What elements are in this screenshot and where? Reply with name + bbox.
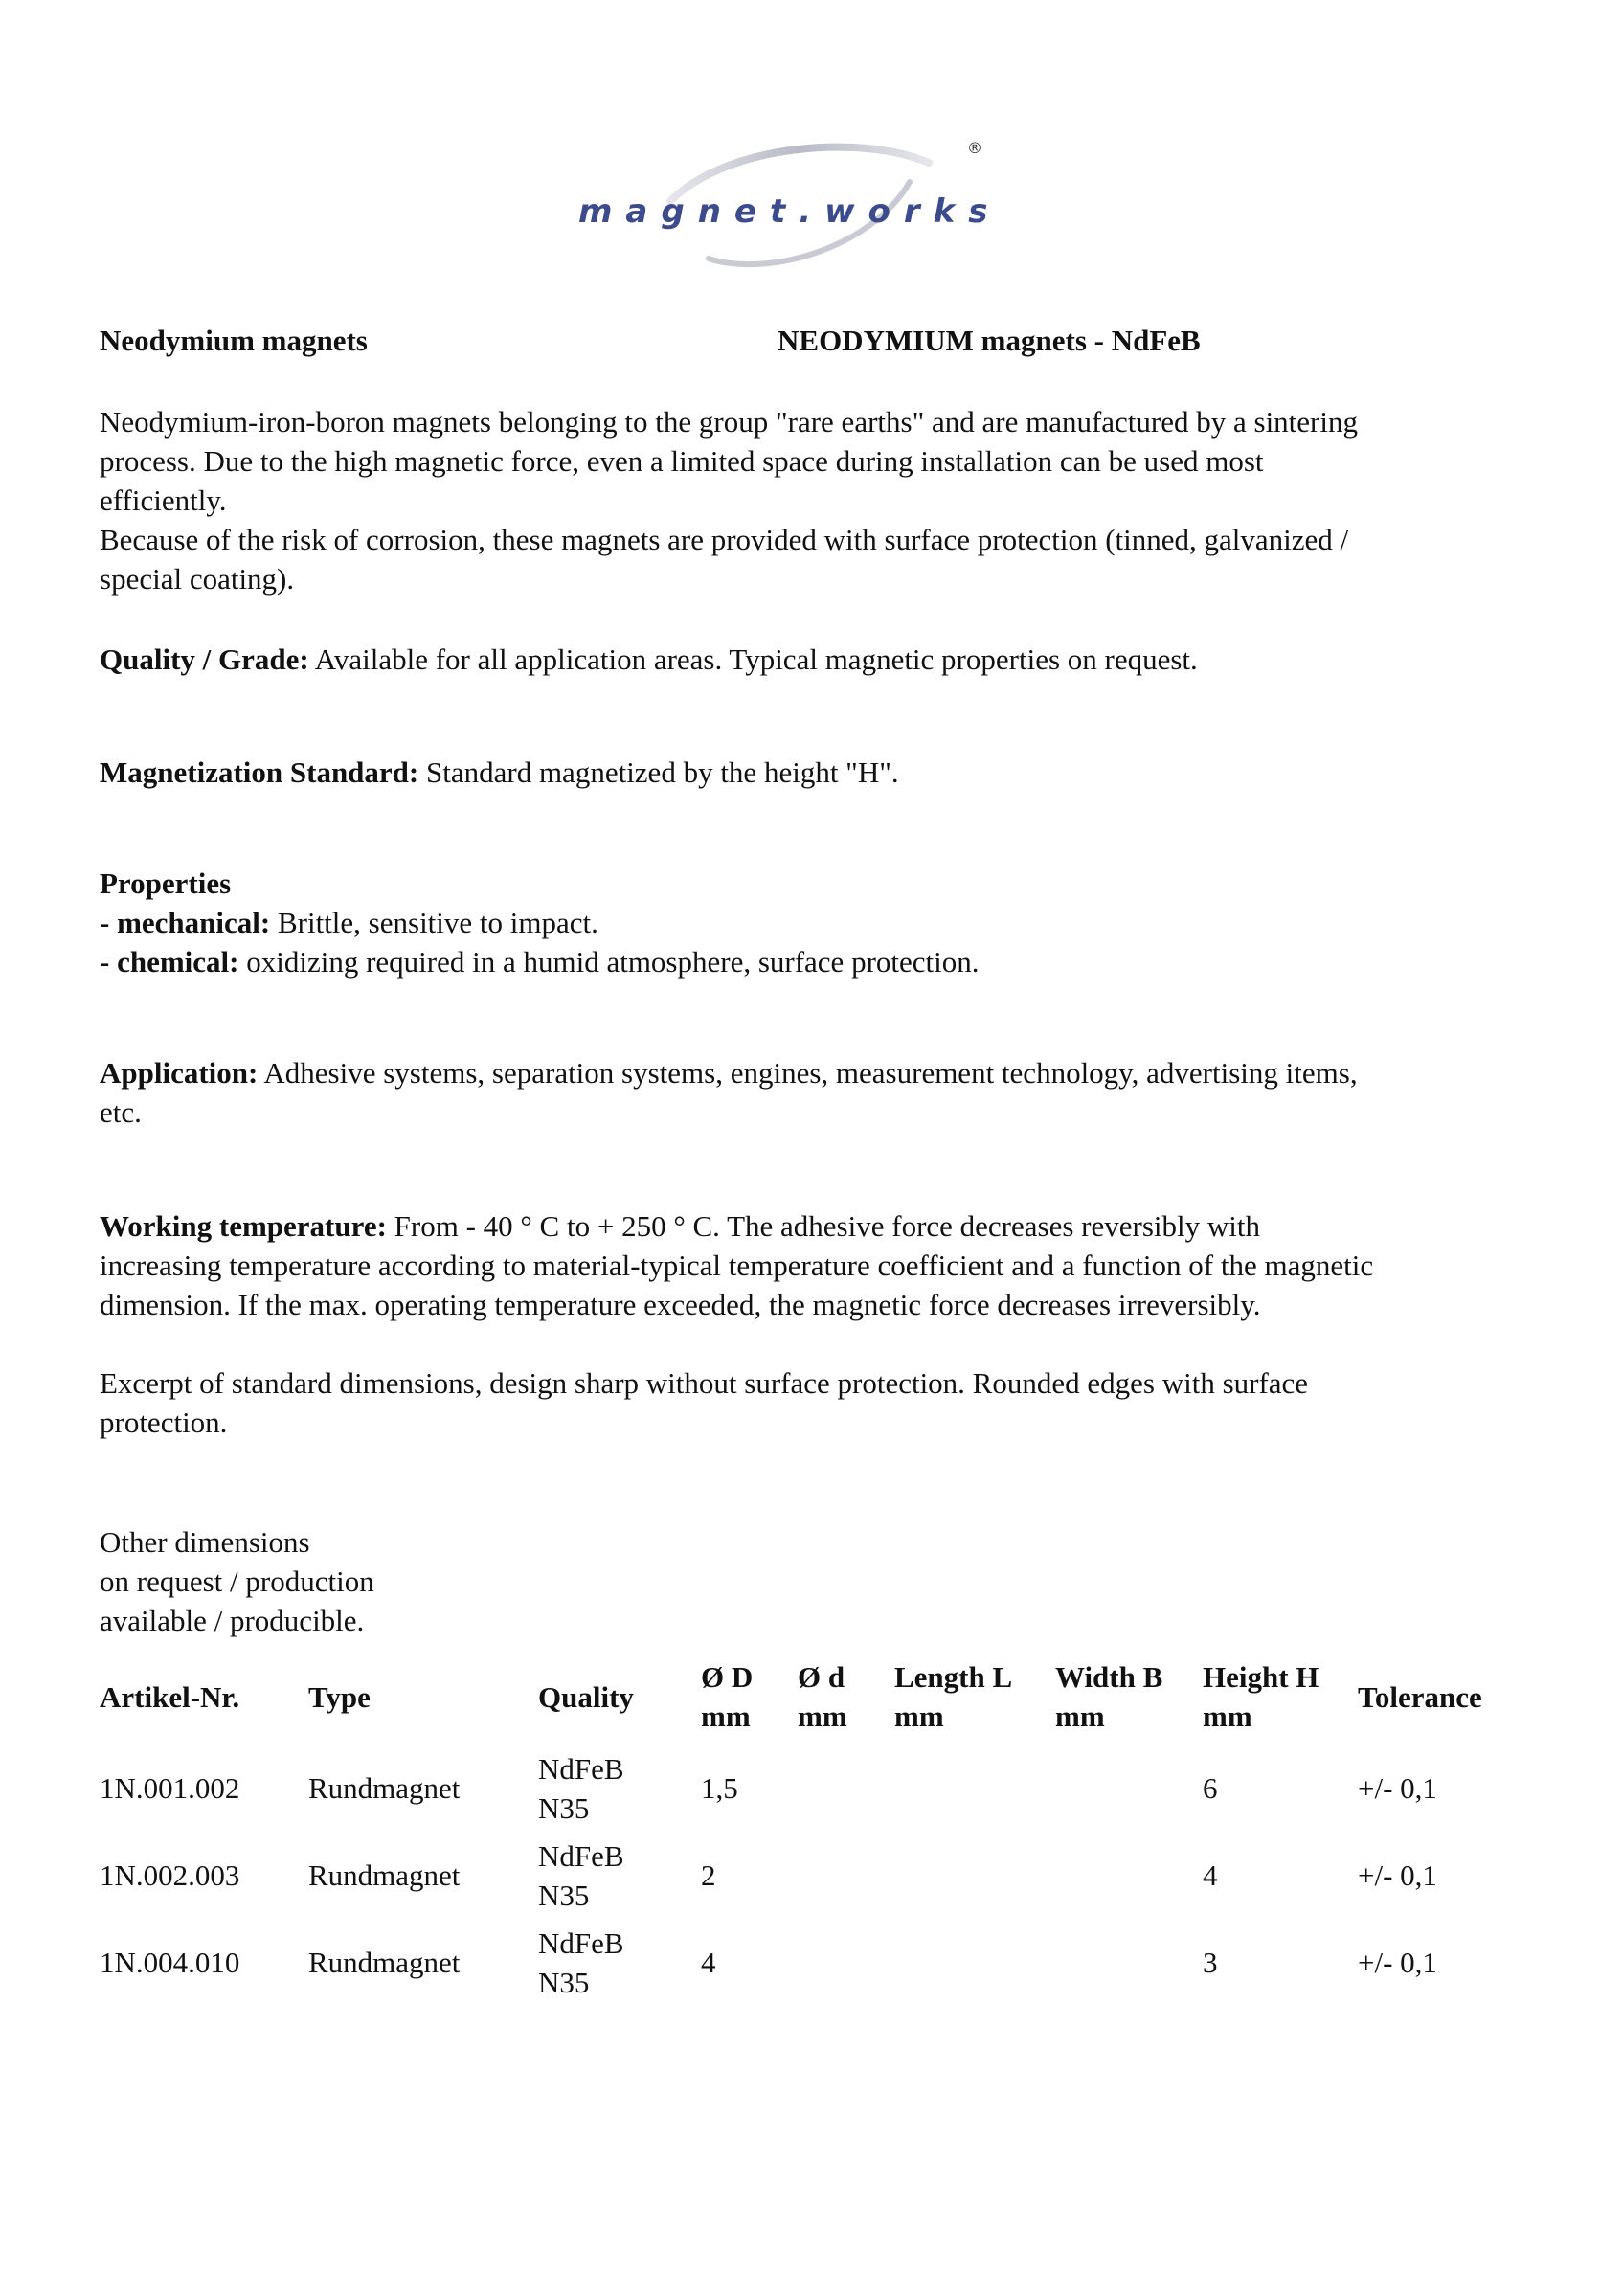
other-dimensions-line: on request / production [100, 1564, 374, 1598]
other-dimensions-line: available / producible. [100, 1604, 365, 1637]
header-unit: mm [798, 1699, 847, 1733]
working-temperature-paragraph [100, 1206, 1536, 1324]
intro-line: special coating). [100, 562, 295, 596]
cell-inner-diameter [798, 1832, 894, 1919]
intro-line: efficiently. [100, 484, 227, 517]
svg-text:magnet.works: magnet.works [578, 192, 1002, 231]
magnetization-paragraph [100, 753, 1536, 792]
cell-quality [538, 1832, 701, 1919]
table-row [100, 1919, 1549, 2006]
cell-length [894, 1832, 1055, 1919]
header-inner-diameter [798, 1649, 894, 1745]
intro-paragraph [100, 402, 1536, 598]
magnetization-text: Standard magnetized by the height "H". [418, 755, 899, 789]
header-text: Ø D [701, 1660, 754, 1694]
header-tolerance: Tolerance [1358, 1679, 1482, 1714]
quality-material: NdFeB [538, 1838, 624, 1873]
header-unit: mm [1055, 1699, 1105, 1733]
cell-type: Rundmagnet [308, 1858, 461, 1892]
table-header-row [100, 1649, 1549, 1745]
working-temperature-text: increasing temperature according to material-typical temperature coefficient and a function of the magnetic [100, 1249, 1374, 1282]
header-unit: mm [701, 1699, 751, 1733]
cell-inner-diameter [798, 1745, 894, 1832]
cell-outer-diameter: 4 [701, 1946, 716, 1979]
other-dimensions-line: Other dimensions [100, 1525, 310, 1559]
cell-outer-diameter: 1,5 [701, 1771, 738, 1805]
cell-width [1055, 1832, 1203, 1919]
quality-paragraph [100, 640, 1536, 679]
cell-article: 1N.004.010 [100, 1946, 240, 1979]
cell-outer-diameter: 2 [701, 1858, 716, 1892]
header-unit: mm [1203, 1699, 1252, 1733]
quality-material: NdFeB [538, 1925, 624, 1960]
cell-tolerance: +/- 0,1 [1358, 1946, 1437, 1979]
properties-chemical [100, 942, 1536, 981]
header-width [1055, 1649, 1203, 1745]
cell-tolerance: +/- 0,1 [1358, 1858, 1437, 1892]
cell-quality [538, 1745, 701, 1832]
chemical-label: - chemical: [100, 945, 239, 979]
application-text: Adhesive systems, separation systems, engines, measurement technology, advertising items, [258, 1056, 1358, 1090]
working-temperature-text: dimension. If the max. operating temperature exceeded, the magnetic force decreases irreversibly. [100, 1288, 1261, 1321]
cell-width [1055, 1919, 1203, 2006]
quality-grade: N35 [538, 1790, 590, 1825]
dimensions-table [100, 1649, 1549, 2006]
application-paragraph [100, 1053, 1536, 1132]
mechanical-text: Brittle, sensitive to impact. [270, 906, 598, 939]
header-text: Width B [1055, 1660, 1163, 1694]
cell-width [1055, 1745, 1203, 1832]
magnetization-label: Magnetization Standard: [100, 755, 419, 789]
cell-quality [538, 1919, 701, 2006]
section-title: Neodymium magnets [100, 324, 368, 357]
properties-section [100, 864, 1536, 981]
intro-line: Neodymium-iron-boron magnets belonging to the group "rare earths" and are manufactured by a sintering [100, 405, 1358, 439]
excerpt-line: protection. [100, 1406, 228, 1439]
application-label: Application: [100, 1056, 259, 1090]
cell-height: 3 [1203, 1946, 1218, 1979]
excerpt-paragraph [100, 1363, 1536, 1442]
cell-article: 1N.002.003 [100, 1858, 240, 1892]
mechanical-label: - mechanical: [100, 906, 271, 939]
document-title: NEODYMIUM magnets - NdFeB [778, 324, 1201, 357]
header-height [1203, 1649, 1358, 1745]
intro-line: Because of the risk of corrosion, these magnets are provided with surface protection (tinned, galvanized / [100, 523, 1349, 556]
cell-article: 1N.001.002 [100, 1771, 240, 1805]
chemical-text: oxidizing required in a humid atmosphere, surface protection. [238, 945, 980, 979]
header-text: Length L [894, 1660, 1013, 1694]
table-row [100, 1832, 1549, 1919]
quality-grade: N35 [538, 1878, 590, 1912]
quality-grade: N35 [538, 1965, 590, 1999]
table-row [100, 1745, 1549, 1832]
header-text: Ø d [798, 1660, 845, 1694]
header-article: Artikel-Nr. [100, 1679, 240, 1714]
header-text: Height H [1203, 1660, 1319, 1694]
svg-text:®: ® [967, 139, 982, 157]
cell-length [894, 1919, 1055, 2006]
header-length [894, 1649, 1055, 1745]
magnet-works-logo [565, 134, 1044, 278]
cell-tolerance: +/- 0,1 [1358, 1771, 1437, 1805]
quality-material: NdFeB [538, 1751, 624, 1786]
header-type: Type [308, 1679, 371, 1714]
working-temperature-label: Working temperature: [100, 1209, 387, 1243]
header-quality: Quality [538, 1679, 634, 1714]
cell-type: Rundmagnet [308, 1946, 461, 1979]
quality-text: Available for all application areas. Typical magnetic properties on request. [308, 642, 1198, 676]
cell-inner-diameter [798, 1919, 894, 2006]
cell-type: Rundmagnet [308, 1771, 461, 1805]
working-temperature-text: From - 40 ° C to + 250 ° C. The adhesive force decreases reversibly with [386, 1209, 1260, 1243]
properties-title: Properties [100, 867, 232, 900]
cell-length [894, 1745, 1055, 1832]
intro-line: process. Due to the high magnetic force, even a limited space during installation can be used most [100, 444, 1264, 478]
excerpt-line: Excerpt of standard dimensions, design sharp without surface protection. Rounded edges with surface [100, 1366, 1309, 1400]
properties-mechanical [100, 903, 1536, 942]
header-outer-diameter [701, 1649, 798, 1745]
application-text: etc. [100, 1095, 142, 1129]
cell-height: 4 [1203, 1858, 1218, 1892]
other-dimensions-note [100, 1522, 1536, 1640]
cell-height: 6 [1203, 1771, 1218, 1805]
header-unit: mm [894, 1699, 944, 1733]
quality-label: Quality / Grade: [100, 642, 309, 676]
